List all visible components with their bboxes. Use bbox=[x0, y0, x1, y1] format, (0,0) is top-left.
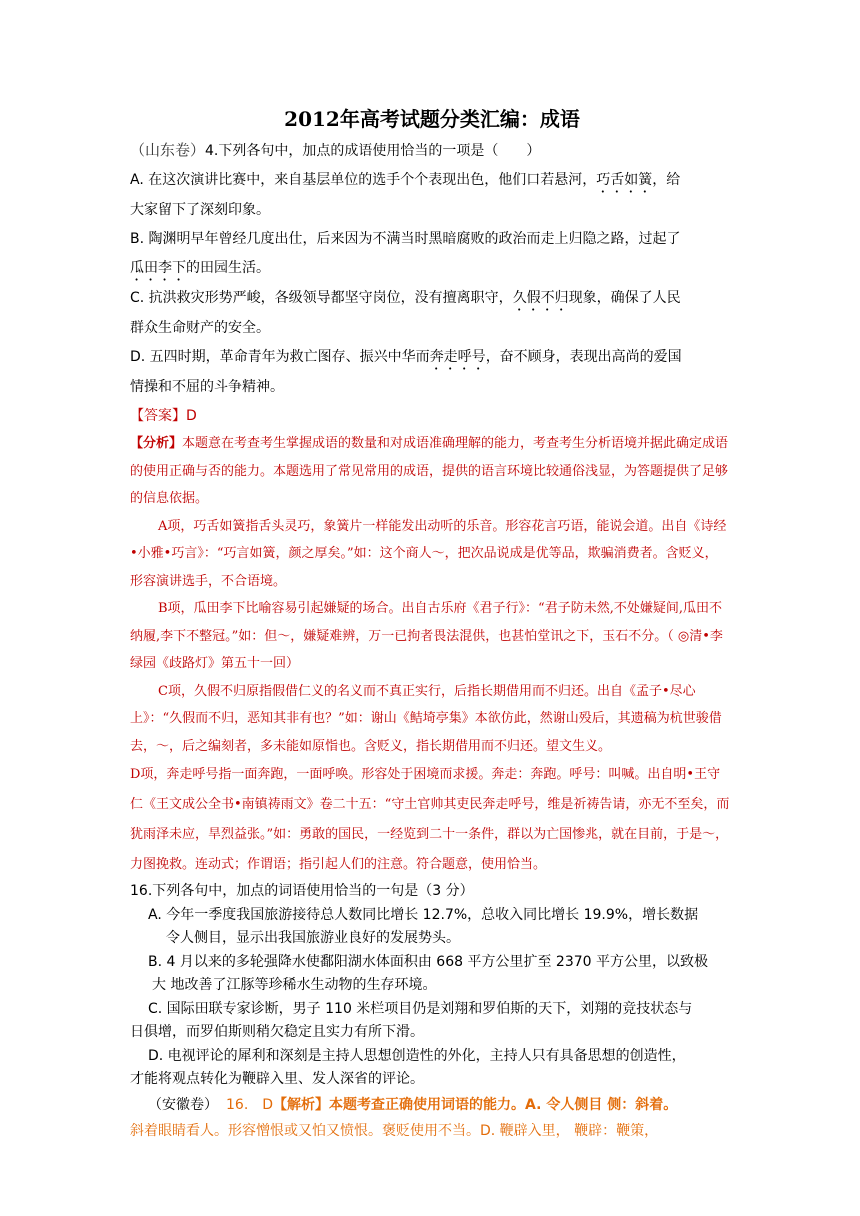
q1-analysis-c: C项，久假不归原指假借仁义的名义而不真正实行，后指长期借用而不归还。出自《孟子•尽心上》：“久假而不归，恶知其非有也？”如：谢山《鲒埼亭集》本欲仿此，然谢山殁后，其遗稿为杭世骏借去，～，后之编刻者，多未能如原恉也。含贬义，指长期借用而不归还。望文生义。 bbox=[130, 683, 722, 754]
dotted-idiom: 奔走呼号 bbox=[429, 349, 486, 365]
q1-analysis-a: A项，巧舌如簧指舌头灵巧，象簧片一样能发出动听的乐音。形容花言巧语，能说会道。出自《诗经•小雅•巧言》：“巧言如簧，颜之厚矣。”如：这个商人～，把次品说成是优等品，欺骗消费者。含贬义，形容演讲选手，不合语境。 bbox=[130, 518, 727, 589]
q1-option-b: B. 陶渊明早年曾经几度出仕，后来因为不满当时黑暗腐败的政治而走上归隐之路，过起了 瓜田李下的田园生活。 bbox=[130, 231, 681, 276]
q1-option-a: A. 在这次演讲比赛中，来自基层单位的选手个个表现出色，他们口若悬河，巧舌如簧，给 大家留下了深刻印象。 bbox=[130, 172, 681, 218]
q1-analysis: 【分析】本题意在考查考生掌握成语的数量和对成语准确理解的能力，考查考生分析语境并据此确定成语的使用正确与否的能力。本题选用了常见常用的成语，提供的语言环境比较通俗浅显，为答题提供了足够的信息依据。 bbox=[130, 436, 729, 506]
q2-option-a: A. 今年一季度我国旅游接待总人数同比增长 12.7%，总收入同比增长 19.9%，增长数据 令人侧目，显示出我国旅游业良好的发展势头。 bbox=[148, 906, 699, 946]
document-content bbox=[130, 102, 730, 1144]
q1-stem: （山东卷）4.下列各句中，加点的成语使用恰当的一项是（ ） bbox=[130, 141, 541, 159]
q1-answer: 【答案】D bbox=[130, 408, 197, 424]
dotted-idiom: 瓜田李下 bbox=[130, 260, 186, 276]
q2-option-b: B. 4 月以来的多轮强降水使鄱阳湖水体面积由 668 平方公里扩至 2370 平方公里，以致极 大 地改善了江豚等珍稀水生动物的生存环境。 bbox=[148, 953, 709, 993]
dotted-idiom: 久假不归 bbox=[512, 290, 569, 306]
q2-option-c: C. 国际田联专家诊断，男子 110 米栏项目仍是刘翔和罗伯斯的天下，刘翔的竞技状态与 日俱增，而罗伯斯则稍欠稳定且实力有所下滑。 bbox=[130, 1000, 693, 1040]
q1-source: （山东卷） bbox=[130, 141, 206, 159]
q1-option-c: C. 抗洪救灾形势严峻，各级领导都坚守岗位，没有擅离职守，久假不归现象，确保了人民 群众生命财产的安全。 bbox=[130, 290, 681, 336]
q1-option-d: D. 五四时期，革命青年为救亡图存、振兴中华而奔走呼号，奋不顾身，表现出高尚的爱国 情操和不屈的斗争精神。 bbox=[130, 349, 682, 395]
page-title: 2012年高考试题分类汇编：成语 bbox=[284, 107, 580, 131]
q1-analysis-d: D项，奔走呼号指一面奔跑，一面呼唤。形容处于困境而求援。奔走：奔跑。呼号：叫喊。出自明•王守仁《王文成公全书•南镇祷雨文》卷二十五：“守土官帅其吏民奔走呼号，维是祈祷告请，亦无不至矣，而犹雨泽未应，旱烈益张。”如：勇敢的国民，一经览到二十一条件，群以为亡国惨兆，就在目前，于是～，力图挽救。连动式；作谓语；指引起人们的注意。符合题意，使用恰当。 bbox=[130, 767, 730, 872]
dotted-idiom: 巧舌如簧 bbox=[596, 172, 653, 188]
q2-analysis: （安徽卷） 16. D【解析】本题考查正确使用词语的能力。A. 令人侧目 侧：斜着。 斜着眼睛看人。形容憎恨或又怕又愤恨。褒贬使用不当。D. 鞭辟入里， 鞭辟：鞭策， bbox=[130, 1096, 678, 1139]
q2-option-d: D. 电视评论的犀利和深刻是主持人思想创造性的外化，主持人只有具备思想的创造性， 才能将观点转化为鞭辟入里、发人深省的评论。 bbox=[130, 1047, 686, 1087]
q1-analysis-b: B项，瓜田李下比喻容易引起嫌疑的场合。出自古乐府《君子行》：“君子防未然,不处嫌疑间,瓜田不纳履,李下不整冠。”如：但～，嫌疑难辨，万一已拘者畏法混供，也甚怕堂讯之下，玉石不分。（ ◎清•李绿园《歧路灯》第五十一回） bbox=[130, 601, 723, 671]
q2-stem: 16.下列各句中，加点的词语使用恰当的一句是（3 分） bbox=[130, 883, 474, 899]
